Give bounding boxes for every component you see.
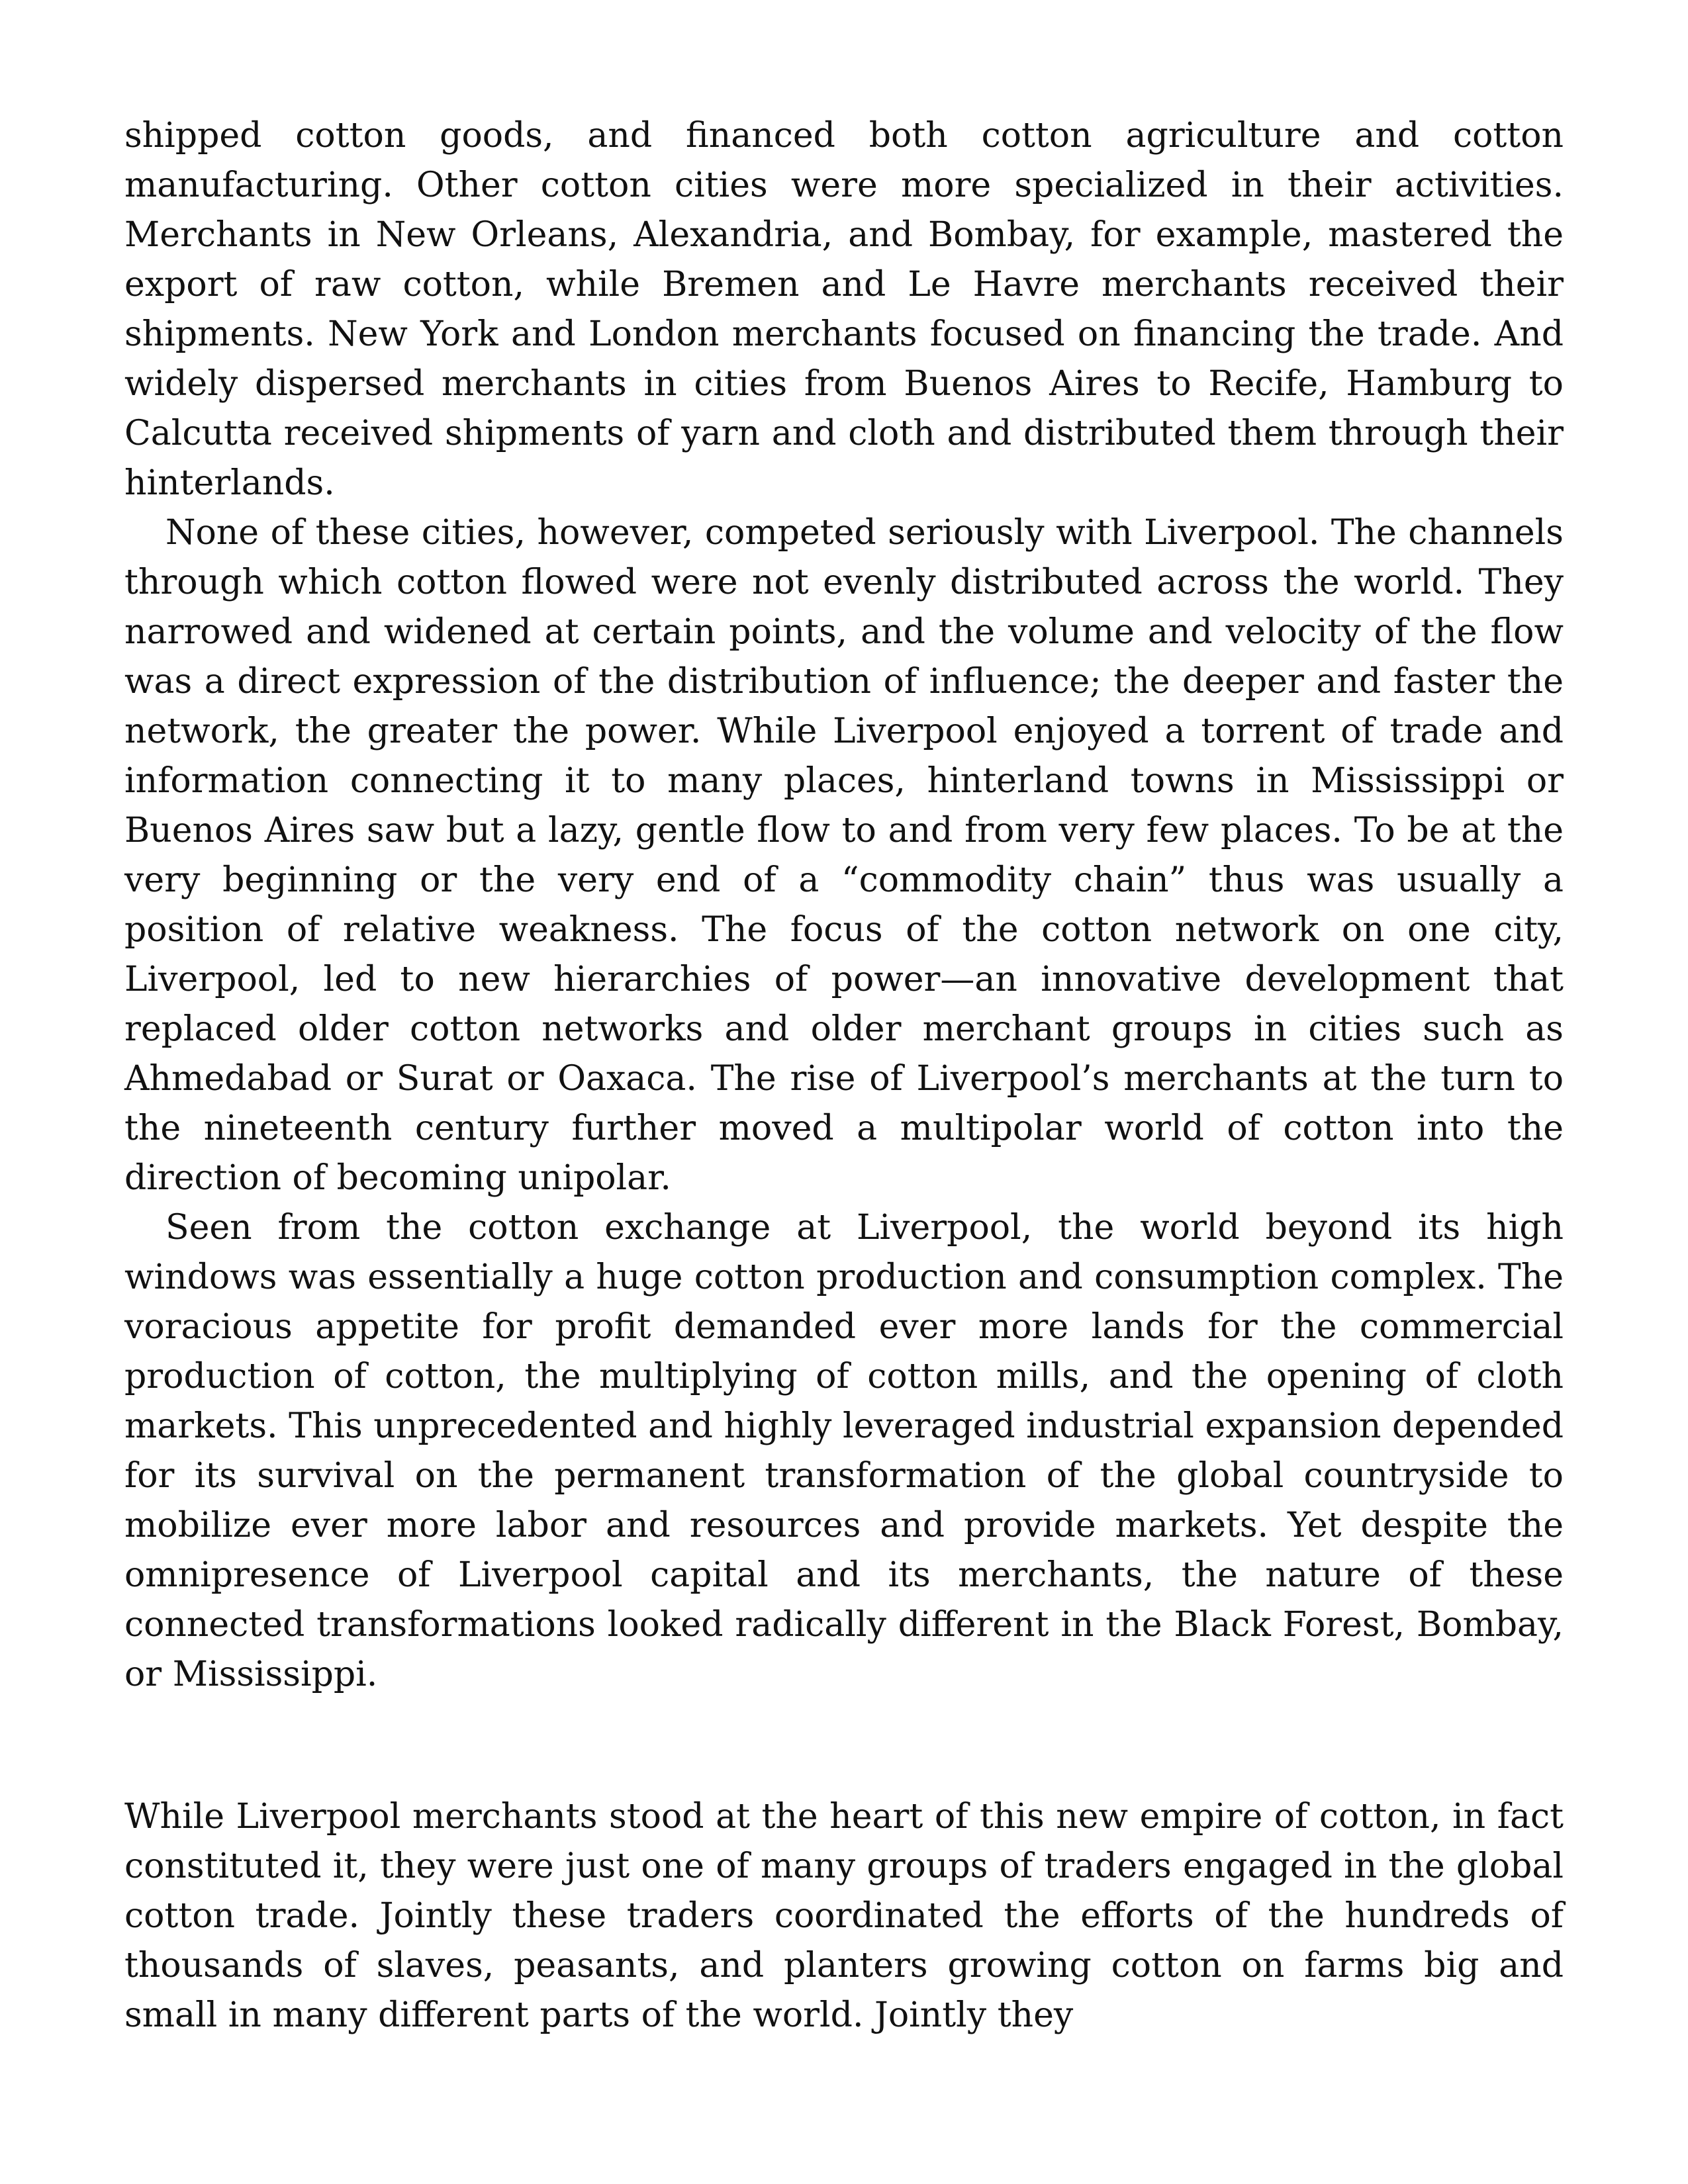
- paragraph-cotton-cities: shipped cotton goods, and financed both cotton agriculture and cotton manufacturing. Other cotton cities were more specialized in their activities. Merchants in New Orleans, Alexandria, and Bombay, for example, mastered the export of raw cotton, while Bremen and Le Havre merchants received their shipments. New York and London merchants focused on financing the trade. And widely dispersed merchants in cities from Buenos Aires to Recife, Hamburg to Calcutta received shipments of yarn and cloth and distributed them through their hinterlands.: [124, 116, 1564, 503]
- paragraph-cotton-exchange: Seen from the cotton exchange at Liverpool, the world beyond its high windows was essentially a huge cotton production and consumption complex. The voracious appetite for profit demanded ever more lands for the commercial production of cotton, the multiplying of cotton mills, and the opening of cloth markets. This unprecedented and highly leveraged industrial expansion depended for its survival on the permanent transformation of the global countryside to mobilize ever more labor and resources and provide markets. Yet despite the omnipresence of Liverpool capital and its merchants, the nature of these connected transformations looked radically different in the Black Forest, Bombay, or Mississippi.: [124, 1208, 1564, 1694]
- paragraph-liverpool-dominance: None of these cities, however, competed seriously with Liverpool. The channels through which cotton flowed were not evenly distributed across the world. They narrowed and widened at certain points, and the volume and velocity of the flow was a direct expression of the distribution of influence; the deeper and faster the network, the greater the power. While Liverpool enjoyed a torrent of trade and information connecting it to many places, hinterland towns in Mississippi or Buenos Aires saw but a lazy, gentle flow to and from very few places. To be at the very beginning or the very end of a “commodity chain” thus was usually a position of relative weakness. The focus of the cotton network on one city, Liverpool, led to new hierarchies of power—an innovative development that replaced older cotton networks and older merchant groups in cities such as Ahmedabad or Surat or Oaxaca. The rise of Liverpool’s merchants at the turn to the nineteenth century further moved a multipolar world of cotton into the direction of becoming unipolar.: [124, 513, 1564, 1198]
- section-break: [124, 1700, 1564, 1792]
- paragraph-liverpool-merchants: While Liverpool merchants stood at the heart of this new empire of cotton, in fact constituted it, they were just one of many groups of traders engaged in the global cotton trade. Jointly these traders coordinated the efforts of the hundreds of thousands of slaves, peasants, and planters growing cotton on farms big and small in many different parts of the world. Jointly they: [124, 1797, 1564, 2035]
- document-page: [124, 111, 1564, 2040]
